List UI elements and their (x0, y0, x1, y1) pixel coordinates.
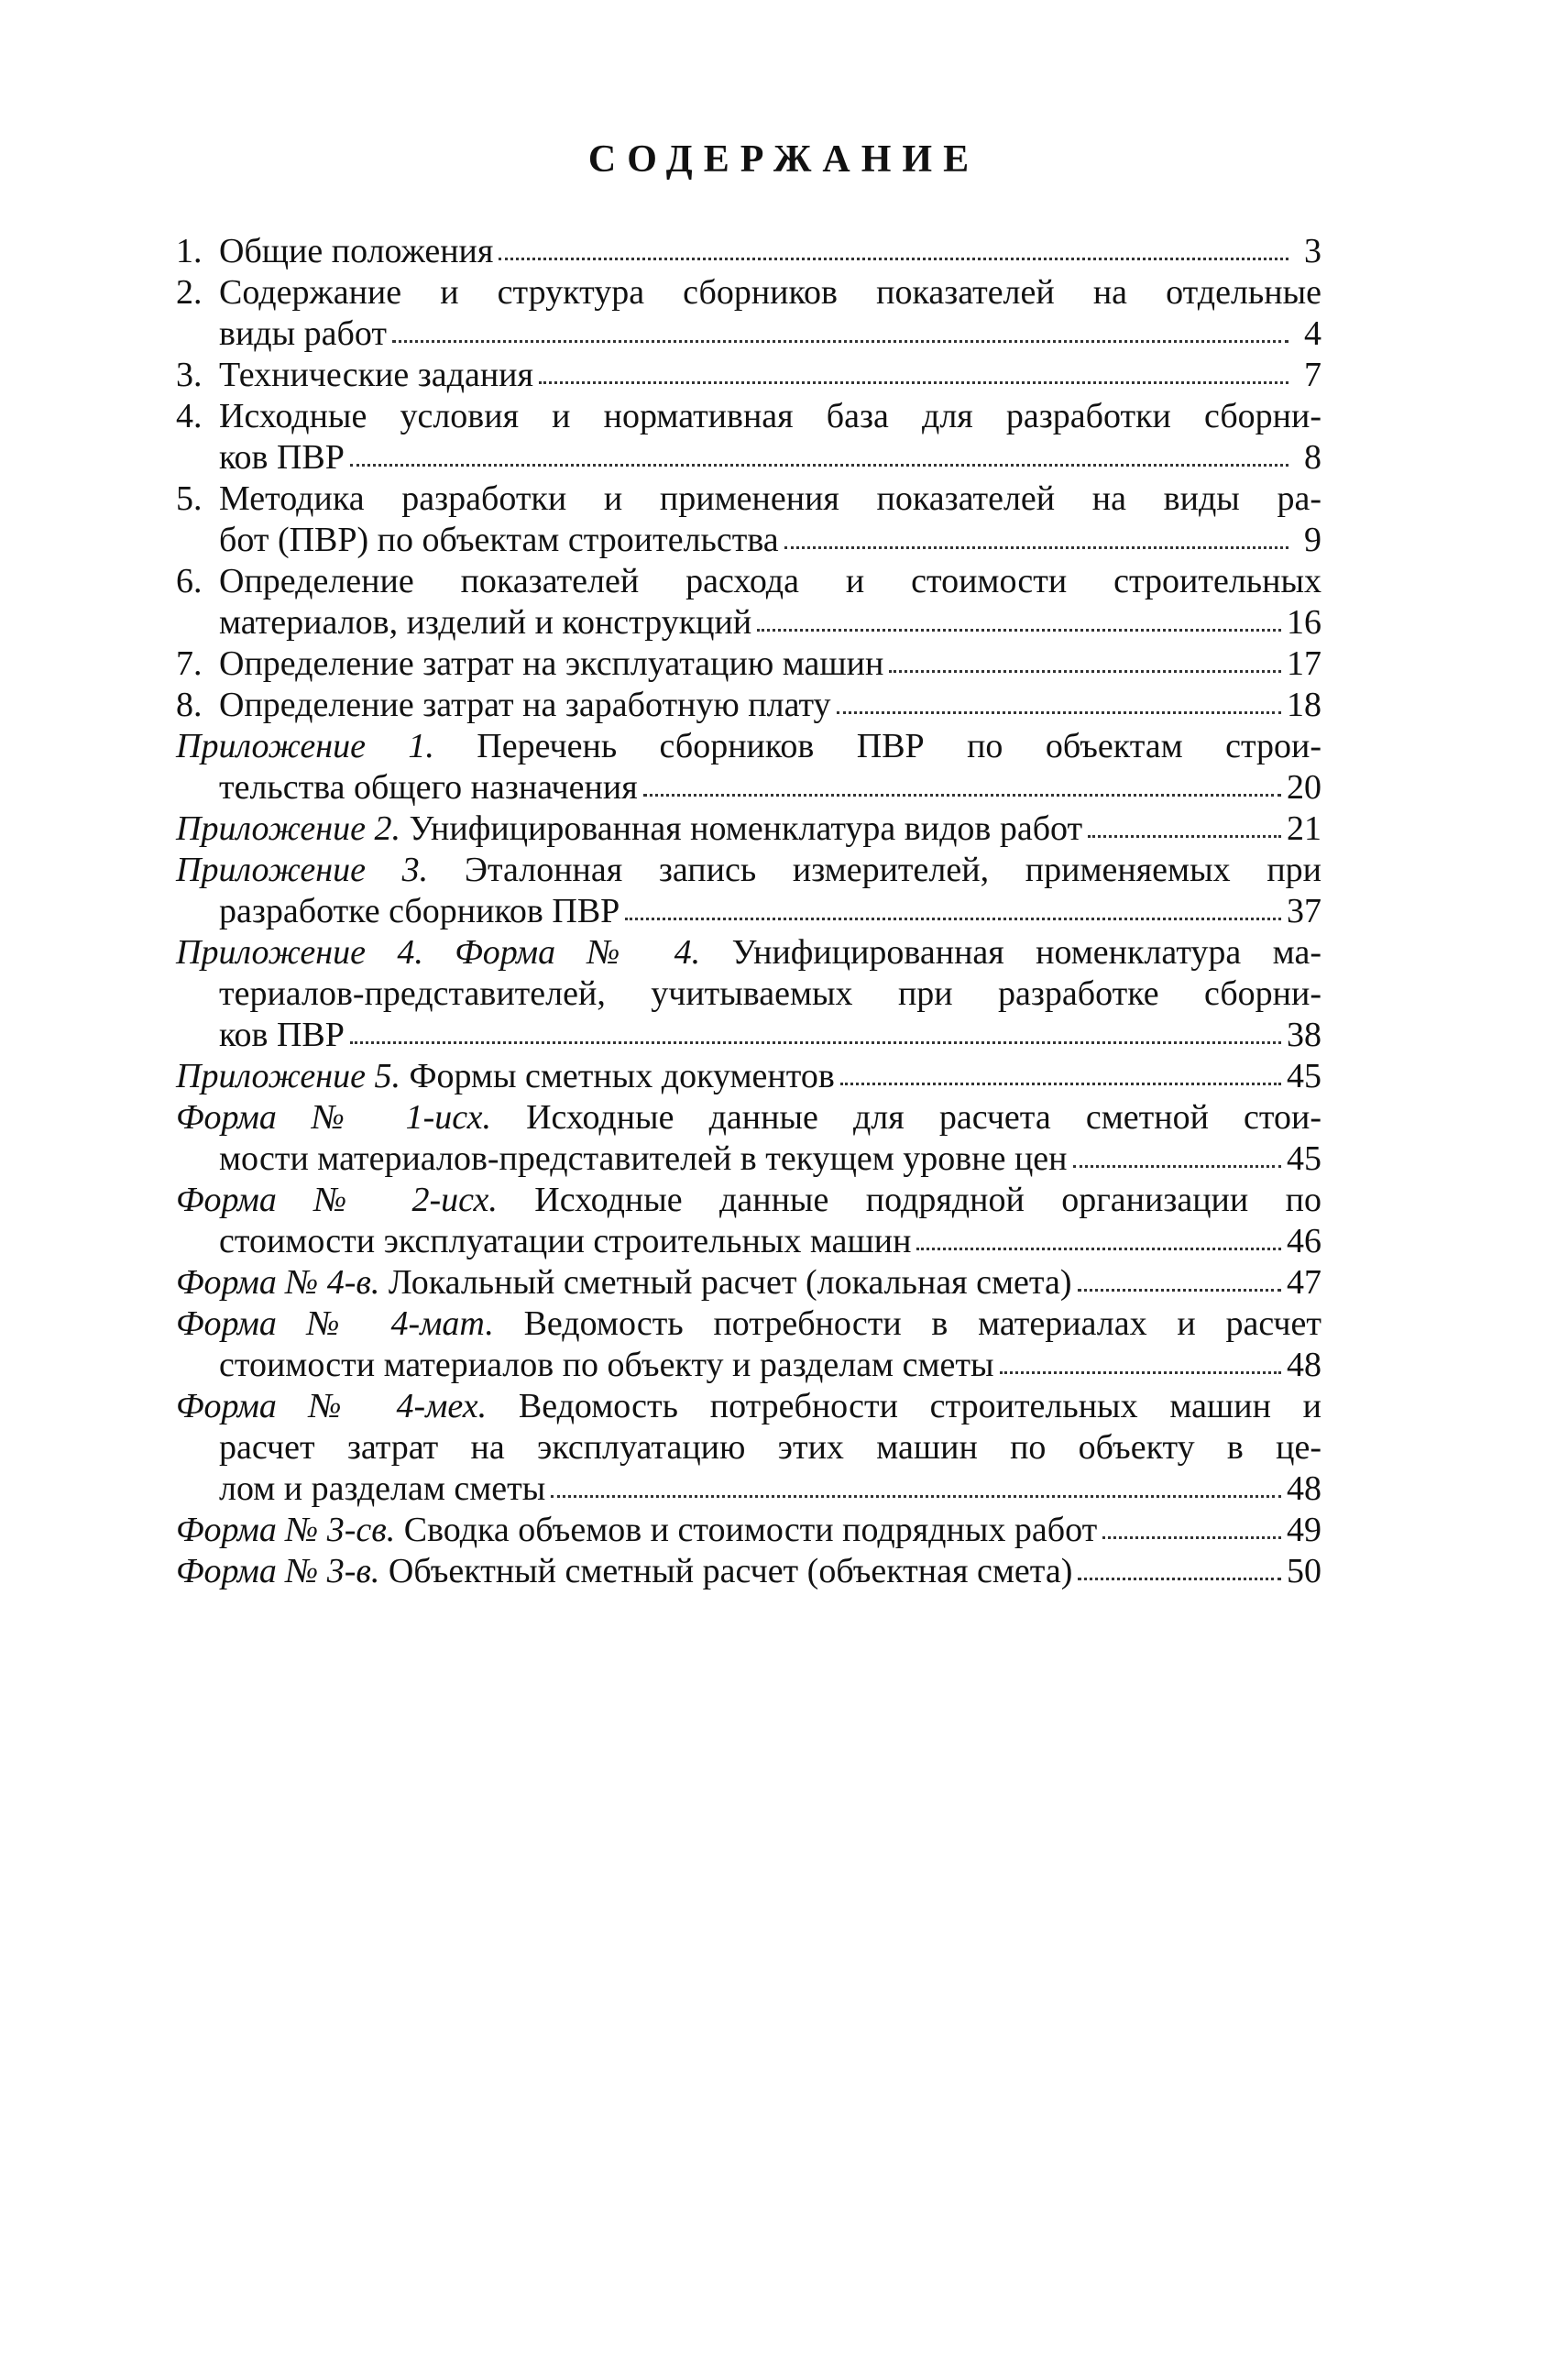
toc-entry (176, 561, 1321, 644)
toc-entry (176, 396, 1321, 478)
toc-line (176, 1180, 1321, 1221)
toc-entry-text (219, 1468, 545, 1510)
toc-entry-line-text: Содержание и структура сборников показателей на отдельные (219, 273, 1321, 312)
toc-page-number: 7 (1304, 356, 1321, 394)
page-title: СОДЕРЖАНИЕ (587, 138, 981, 181)
toc-entry-text (176, 1510, 1097, 1551)
toc-line (176, 314, 1321, 355)
toc-entry (176, 1510, 1321, 1551)
dot-leader (840, 1062, 1281, 1085)
toc-entry-text (219, 767, 638, 808)
toc-page-number: 49 (1287, 1511, 1321, 1549)
toc-entry-prefix: Приложение 2. (176, 809, 400, 848)
toc-entry-line-text: Ведомость потребности в материалах и расчет (493, 1304, 1322, 1343)
toc-line (176, 974, 1321, 1015)
toc-entry (176, 1386, 1321, 1510)
toc-entry-prefix: Приложение 5. (176, 1057, 400, 1095)
toc-entry-line-text: ков ПВР (219, 1016, 345, 1054)
toc-line (176, 561, 1321, 602)
toc-page-number: 38 (1287, 1016, 1321, 1054)
dot-leader (1078, 1269, 1281, 1292)
toc-page-number: 20 (1287, 768, 1321, 807)
toc-entry-text (176, 932, 1321, 974)
toc-entry-line-text: Сводка объемов и стоимости подрядных работ (395, 1511, 1098, 1549)
toc-entry (176, 726, 1321, 808)
toc-entry-prefix: Форма № 2-исх. (176, 1181, 498, 1219)
toc-entry-line-text: стоимости эксплуатации строительных машин (219, 1222, 912, 1260)
toc-entry (176, 1551, 1321, 1592)
toc-line (176, 1262, 1321, 1304)
toc-entry-text (176, 1180, 1321, 1221)
toc-entry (176, 685, 1321, 726)
toc-entry-line-text: мости материалов-представителей в текущем уровне цен (219, 1139, 1068, 1178)
toc-entry-line-text: Перечень сборников ПВР по объектам строи- (433, 727, 1322, 765)
toc-line (176, 685, 1321, 726)
toc-entry (176, 808, 1321, 850)
dot-leader (1102, 1516, 1281, 1539)
toc-entry (176, 1097, 1321, 1180)
toc-page-number: 45 (1287, 1057, 1321, 1095)
dot-leader (350, 444, 1288, 467)
toc-page-number: 37 (1287, 892, 1321, 930)
toc-entry-text (219, 314, 387, 355)
toc-entry-text (219, 891, 620, 932)
toc-entry-line-text: Унифицированная номенклатура ма- (700, 933, 1321, 972)
toc-page-number: 3 (1304, 232, 1321, 270)
toc-entry-text (219, 396, 1321, 437)
toc-entry-text (219, 685, 831, 726)
toc-entry-text (176, 1551, 1072, 1592)
toc-entry-number: 3. (176, 356, 203, 394)
toc-line (176, 272, 1321, 314)
dot-leader (1000, 1351, 1281, 1374)
toc-line (176, 1097, 1321, 1138)
toc-entry-text (219, 602, 751, 644)
toc-entry (176, 1056, 1321, 1097)
toc-entry-line-text: ков ПВР (219, 438, 345, 477)
dot-leader (1073, 1145, 1282, 1168)
toc-entry-text (219, 1345, 994, 1386)
toc-entry-line-text: Общие положения (219, 232, 494, 270)
toc-entry-number: 7. (176, 644, 203, 683)
toc-line (176, 1138, 1321, 1180)
toc-entry-line-text: Эталонная запись измерителей, применяемых при (428, 851, 1321, 889)
toc-page-number: 17 (1287, 644, 1321, 683)
toc-line (176, 808, 1321, 850)
toc-line (176, 1427, 1321, 1468)
toc-entry-line-text: Объектный сметный расчет (объектная смета) (379, 1552, 1073, 1590)
toc-entry-number: 6. (176, 562, 203, 600)
dot-leader (1078, 1557, 1281, 1580)
toc-line (176, 932, 1321, 974)
toc-entry (176, 231, 1321, 272)
toc-entry (176, 932, 1321, 1056)
table-of-contents (176, 231, 1321, 1592)
toc-entry-text (219, 231, 493, 272)
toc-entry (176, 1262, 1321, 1304)
toc-entry (176, 1180, 1321, 1262)
toc-page-number: 21 (1287, 809, 1321, 848)
toc-entry-text (219, 437, 345, 478)
toc-line (176, 1468, 1321, 1510)
toc-page-number: 47 (1287, 1263, 1321, 1302)
dot-leader (643, 774, 1281, 797)
toc-entry-line-text: Определение показателей расхода и стоимости строительных (219, 562, 1321, 600)
toc-entry-line-text: стоимости материалов по объекту и разделам сметы (219, 1346, 994, 1384)
toc-line (176, 767, 1321, 808)
toc-entry-line-text: Методика разработки и применения показателей на виды ра- (219, 479, 1321, 518)
toc-entry-line-text: тельства общего назначения (219, 768, 638, 807)
toc-entry-prefix: Форма № 1-исх. (176, 1098, 491, 1137)
toc-entry-prefix: Форма № 4-мат. (176, 1304, 494, 1343)
dot-leader (889, 650, 1281, 673)
toc-line (176, 726, 1321, 767)
dot-leader (392, 320, 1288, 343)
toc-line (176, 231, 1321, 272)
toc-entry-text (176, 1262, 1072, 1304)
toc-entry-number: 5. (176, 479, 203, 518)
toc-entry-prefix: Приложение 1. (176, 727, 434, 765)
toc-line (176, 1510, 1321, 1551)
toc-page-number: 48 (1287, 1346, 1321, 1384)
toc-entry-number: 2. (176, 273, 203, 312)
toc-line (176, 644, 1321, 685)
toc-entry-number: 8. (176, 686, 203, 724)
toc-entry-text (219, 1138, 1068, 1180)
toc-page-number: 16 (1287, 603, 1321, 642)
toc-entry-prefix: Форма № 4-в. (176, 1263, 380, 1302)
toc-entry-text (176, 1386, 1321, 1427)
toc-line (176, 437, 1321, 478)
toc-entry-number: 1. (176, 232, 203, 270)
toc-line (176, 1386, 1321, 1427)
toc-entry-prefix: Форма № 4-мех. (176, 1387, 488, 1425)
toc-entry-line-text: Формы сметных документов (400, 1057, 835, 1095)
toc-entry-text (219, 644, 883, 685)
toc-entry-text (219, 1221, 911, 1262)
dot-leader (757, 609, 1281, 632)
toc-line (176, 520, 1321, 561)
dot-leader (350, 1021, 1281, 1044)
toc-page-number: 46 (1287, 1222, 1321, 1260)
dot-leader (837, 691, 1281, 714)
toc-entry-line-text: разработке сборников ПВР (219, 892, 620, 930)
toc-entry-prefix: Форма № 3-св. (176, 1511, 396, 1549)
dot-leader (499, 237, 1288, 260)
toc-entry-line-text: Унифицированная номенклатура видов работ (400, 809, 1083, 848)
toc-entry-text (219, 355, 533, 396)
toc-entry (176, 644, 1321, 685)
toc-line (176, 1221, 1321, 1262)
toc-line (176, 1345, 1321, 1386)
toc-entry-line-text: лом и разделам сметы (219, 1469, 546, 1508)
dot-leader (551, 1475, 1281, 1498)
toc-entry-text (176, 726, 1321, 767)
toc-line (176, 478, 1321, 520)
toc-entry (176, 355, 1321, 396)
toc-entry-line-text: Исходные данные для расчета сметной стои- (491, 1098, 1321, 1137)
toc-entry-line-text: Определение затрат на эксплуатацию машин (219, 644, 884, 683)
toc-page-number: 48 (1287, 1469, 1321, 1508)
toc-entry-text (219, 1427, 1321, 1468)
toc-entry (176, 272, 1321, 355)
toc-entry-text (176, 850, 1321, 891)
toc-entry (176, 478, 1321, 561)
toc-page-number: 9 (1304, 521, 1321, 559)
toc-entry-line-text: бот (ПВР) по объектам строительства (219, 521, 779, 559)
toc-page-number: 50 (1287, 1552, 1321, 1590)
toc-entry-number: 4. (176, 397, 203, 435)
toc-page-number: 45 (1287, 1139, 1321, 1178)
toc-entry-text (176, 1304, 1321, 1345)
toc-entry (176, 850, 1321, 932)
toc-entry-text (219, 1015, 345, 1056)
toc-entry-text (219, 272, 1321, 314)
toc-line (176, 1551, 1321, 1592)
toc-entry-line-text: материалов, изделий и конструкций (219, 603, 752, 642)
dot-leader (1088, 815, 1281, 838)
toc-line (176, 396, 1321, 437)
dot-leader (784, 526, 1288, 549)
toc-entry (176, 1304, 1321, 1386)
toc-line (176, 355, 1321, 396)
toc-entry-line-text: Технические задания (219, 356, 533, 394)
toc-entry-line-text: Локальный сметный расчет (локальная смета) (379, 1263, 1072, 1302)
toc-entry-text (219, 478, 1321, 520)
dot-leader (916, 1227, 1281, 1250)
toc-page-number: 8 (1304, 438, 1321, 477)
toc-entry-prefix: Приложение 3. (176, 851, 429, 889)
toc-entry-line-text: Исходные условия и нормативная база для разработки сборни- (219, 397, 1321, 435)
toc-entry-prefix: Приложение 4. Форма № 4. (176, 933, 701, 972)
toc-entry-line-text: териалов-представителей, учитываемых при разработке сборни- (219, 974, 1321, 1013)
toc-entry-text (219, 561, 1321, 602)
toc-line (176, 1056, 1321, 1097)
toc-entry-text (219, 974, 1321, 1015)
toc-line (176, 1304, 1321, 1345)
dot-leader (539, 361, 1288, 384)
toc-entry-text (176, 808, 1082, 850)
toc-line (176, 891, 1321, 932)
dot-leader (625, 897, 1281, 920)
toc-line (176, 1015, 1321, 1056)
toc-page-number: 4 (1304, 314, 1321, 353)
toc-entry-line-text: Исходные данные подрядной организации по (497, 1181, 1321, 1219)
toc-entry-prefix: Форма № 3-в. (176, 1552, 380, 1590)
toc-entry-text (176, 1097, 1321, 1138)
toc-entry-line-text: Ведомость потребности строительных машин и (487, 1387, 1321, 1425)
toc-page-number: 18 (1287, 686, 1321, 724)
toc-entry-line-text: виды работ (219, 314, 387, 353)
toc-line (176, 602, 1321, 644)
toc-entry-line-text: Определение затрат на заработную плату (219, 686, 831, 724)
toc-line (176, 850, 1321, 891)
toc-entry-line-text: расчет затрат на эксплуатацию этих машин по объекту в це- (219, 1428, 1321, 1467)
toc-entry-text (219, 520, 779, 561)
toc-entry-text (176, 1056, 835, 1097)
